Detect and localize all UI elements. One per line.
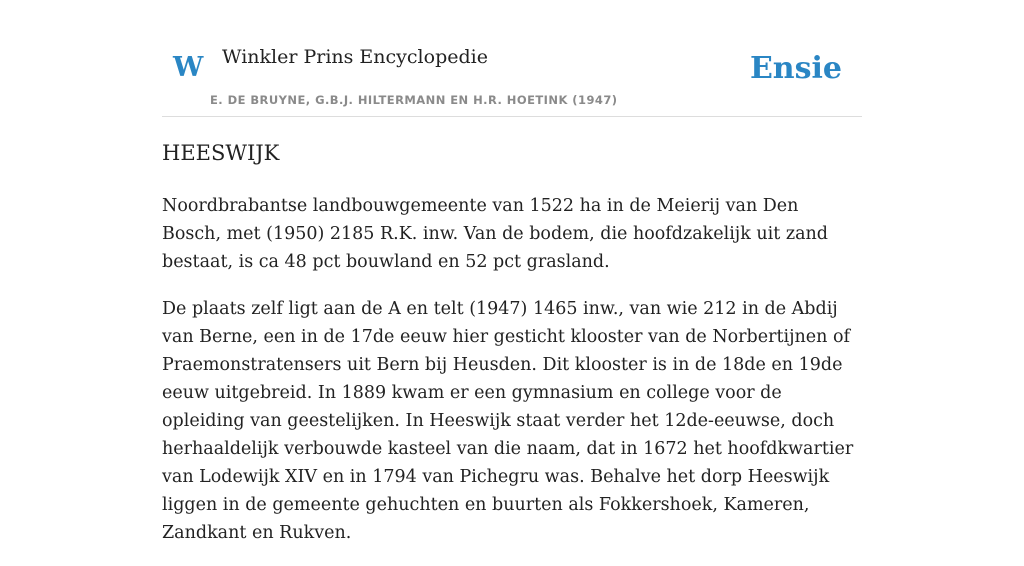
entry-content bbox=[162, 192, 862, 566]
entry-paragraph: Noordbrabantse landbouwgemeente van 1522 ha in de Meierij van Den Bosch, met (1950) 2185 R.K. inw. Van de bodem, die hoofdzakelijk uit zand bestaat, is ca 48 pct bouwland en 52 pct grasland. bbox=[162, 196, 828, 272]
book-authors: E. DE BRUYNE, G.B.J. HILTERMANN EN H.R. HOETINK (1947) bbox=[210, 93, 618, 107]
page-header bbox=[162, 0, 862, 117]
winkler-prins-logo[interactable]: W bbox=[173, 52, 204, 83]
entry-paragraph: De plaats zelf ligt aan de A en telt (1947) 1465 inw., van wie 212 in de Abdij van Berne, een in de 17de eeuw hier gesticht klooster van de Norbertijnen of Praemonstratensers uit Bern bij Heusden. Dit klooster is in de 18de en 19de eeuw uitgebreid. In 1889 kwam er een gymnasium en college voor de opleiding van geestelijken. In Heeswijk staat verder het 12de-eeuwse, doch herhaaldelijk verbouwde kasteel van die naam, dat in 1672 het hoofdkwartier van Lodewijk XIV en in 1794 van Pichegru was. Behalve het dorp Heeswijk liggen in de gemeente gehuchten en buurten als Fokkershoek, Kameren, Zandkant en Rukven. bbox=[162, 299, 854, 543]
entry-title: HEESWIJK bbox=[162, 141, 280, 165]
book-title-link[interactable]: Winkler Prins Encyclopedie bbox=[222, 46, 488, 68]
ensie-logo[interactable]: Ensie bbox=[749, 51, 842, 86]
